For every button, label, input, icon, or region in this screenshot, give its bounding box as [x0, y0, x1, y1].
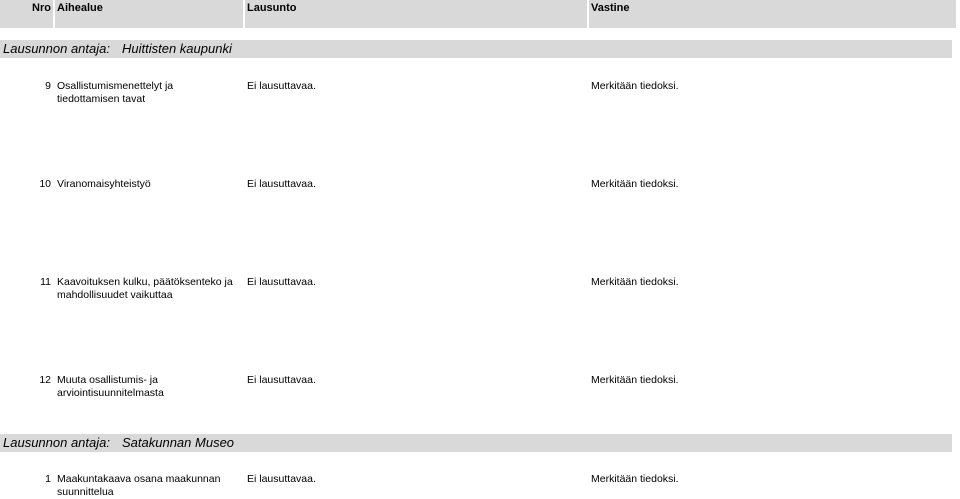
row-response: Merkitään tiedoksi. — [591, 80, 679, 92]
column-header-aihealue: Aihealue — [55, 0, 243, 28]
column-header-nro: Nro — [0, 0, 53, 28]
row-number: 10 — [39, 178, 51, 190]
row-response: Merkitään tiedoksi. — [591, 374, 679, 386]
column-header-vastine: Vastine — [589, 0, 956, 28]
row-number: 9 — [45, 80, 51, 92]
row-topic: Viranomaisyhteistyö — [57, 178, 151, 190]
row-statement: Ei lausuttavaa. — [247, 178, 316, 190]
row-statement: Ei lausuttavaa. — [247, 374, 316, 386]
row-response: Merkitään tiedoksi. — [591, 178, 679, 190]
row-number: 12 — [39, 374, 51, 386]
section-label: Lausunnon antaja: — [3, 435, 110, 450]
row-response: Merkitään tiedoksi. — [591, 473, 679, 485]
row-topic: Kaavoituksen kulku, päätöksenteko ja mahdollisuudet vaikuttaa — [57, 276, 233, 301]
section-header-huittinen — [0, 40, 952, 58]
row-topic: Muuta osallistumis- ja arviointisuunnitelmasta — [57, 374, 164, 399]
row-number: 11 — [40, 276, 51, 288]
row-statement: Ei lausuttavaa. — [247, 473, 316, 485]
row-statement: Ei lausuttavaa. — [247, 80, 316, 92]
section-giver-name: Huittisten kaupunki — [122, 41, 232, 56]
column-header-lausunto: Lausunto — [245, 0, 587, 28]
row-topic: Osallistumismenettelyt ja tiedottamisen tavat — [57, 80, 174, 105]
section-giver-name: Satakunnan Museo — [122, 435, 235, 450]
row-topic: Maakuntakaava osana maakunnan suunnittelua — [57, 473, 221, 498]
row-response: Merkitään tiedoksi. — [591, 276, 679, 288]
row-number: 1 — [45, 473, 51, 485]
section-label: Lausunnon antaja: — [3, 41, 110, 56]
section-header-satakunnan-museo — [0, 434, 952, 452]
row-statement: Ei lausuttavaa. — [247, 276, 316, 288]
